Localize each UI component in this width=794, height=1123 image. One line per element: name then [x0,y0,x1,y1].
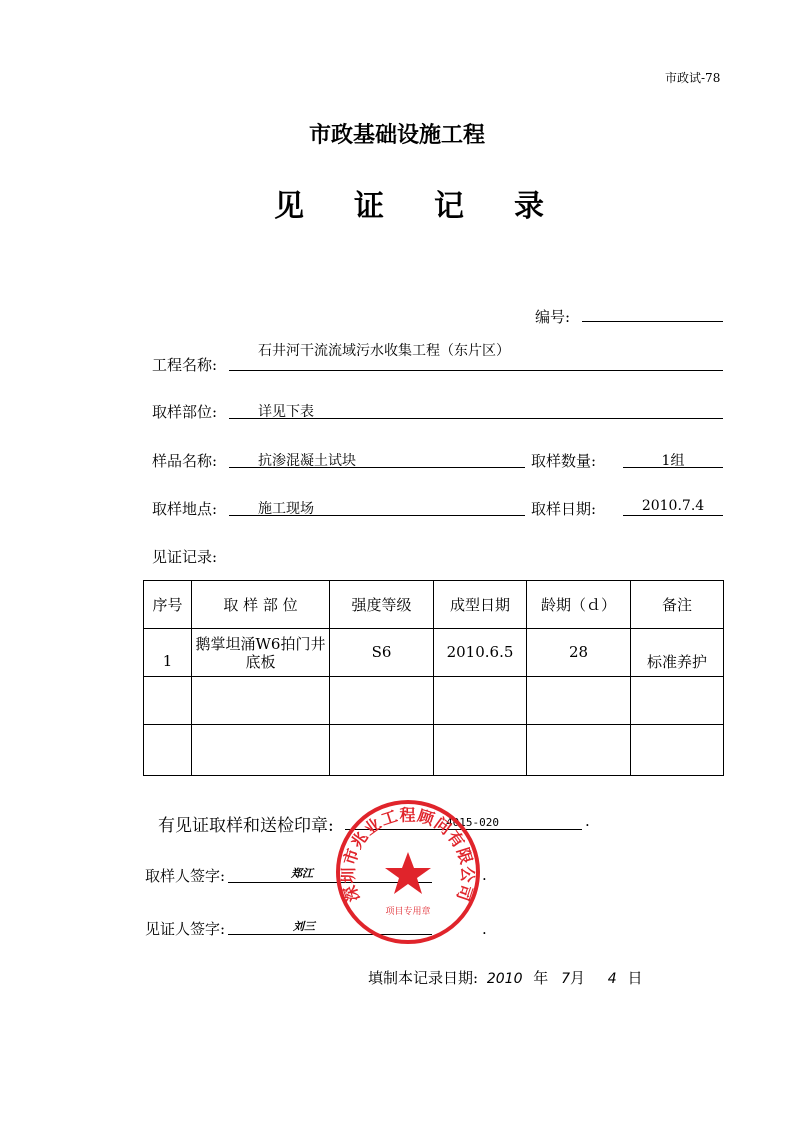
cell-note: 标准养护 [631,629,724,677]
cell-part[interactable] [192,677,330,725]
fill-date-year: 2010 [486,971,523,987]
seal-section-label: 有见证取样和送检印章: [158,816,334,836]
cell-grade: S6 [330,629,434,677]
header-note: 备注 [631,581,724,629]
project-label: 工程名称: [152,356,218,374]
cell-no: 1 [144,629,192,677]
fill-date-day: 4 [607,971,617,987]
company-seal [333,797,483,947]
cell-age: 28 [527,629,631,677]
header-age: 龄期（ｄ） [527,581,631,629]
page-title: 市政基础设施工程 [308,123,485,148]
cell-part: 鹅掌坦涌W6拍门井底板 [192,629,330,677]
fill-date-day-unit: 日 [627,969,643,987]
page-subtitle [274,181,544,225]
sample-date-value: 2010.7.4 [641,498,705,514]
cell-no[interactable] [144,677,192,725]
subtitle-char: 见 [274,189,304,224]
sample-name-field[interactable] [229,467,525,468]
seal-section-end: . [585,812,590,830]
seal-ring-text: 深圳市兆业工程顾问有限公司 [338,805,478,905]
sample-site-field[interactable] [229,515,525,516]
seal-code-value: 4015-020 [446,816,499,829]
fill-date-month: 7 [561,971,570,987]
fill-date [368,967,643,988]
header-no: 序号 [144,581,192,629]
witness-table [143,580,724,776]
witness-end: . [482,920,487,938]
subtitle-char: 记 [434,189,464,224]
header-date: 成型日期 [434,581,527,629]
fill-date-prefix: 填制本记录日期: [368,969,479,987]
sample-name-label: 样品名称: [152,452,218,470]
cell-date[interactable] [434,677,527,725]
header-grade: 强度等级 [330,581,434,629]
cell-date: 2010.6.5 [434,629,527,677]
cell-grade[interactable] [330,725,434,776]
project-value: 石井河干流流域污水收集工程（东片区） [258,343,510,359]
cell-date[interactable] [434,725,527,776]
cell-no[interactable] [144,725,192,776]
sample-date-label: 取样日期: [531,500,597,518]
sampler-signature: 郑江 [291,867,313,880]
cell-grade[interactable] [330,677,434,725]
fill-date-year-unit: 年 [533,969,549,987]
cell-age[interactable] [527,677,631,725]
table-header-row [144,581,724,629]
sample-qty-field[interactable] [623,467,723,468]
fill-date-month-unit: 月 [569,969,585,987]
witness-label: 见证人签字: [145,920,226,938]
header-part: 取 样 部 位 [192,581,330,629]
sample-qty-label: 取样数量: [531,452,597,470]
record-label: 见证记录: [152,548,218,566]
sample-part-value: 详见下表 [258,404,314,420]
sample-part-label: 取样部位: [152,403,218,421]
table-row [144,677,724,725]
cell-part[interactable] [192,725,330,776]
sampler-label: 取样人签字: [145,867,226,885]
sample-date-field[interactable] [623,515,723,516]
subtitle-char: 证 [354,189,384,224]
cell-age[interactable] [527,725,631,776]
witness-signature: 刘三 [293,920,315,933]
subtitle-char: 录 [514,189,544,224]
cell-note[interactable] [631,725,724,776]
number-field[interactable] [582,321,723,322]
table-row [144,629,724,677]
sample-qty-value: 1组 [661,453,685,469]
project-field[interactable] [229,370,723,371]
form-code: 市政试-78 [665,71,721,85]
sample-name-value: 抗渗混凝土试块 [258,453,356,469]
table-row [144,725,724,776]
star-icon [385,852,431,894]
sampler-end: . [482,866,487,884]
sample-part-field[interactable] [229,418,723,419]
seal-bottom-text: 项目专用章 [385,907,431,917]
number-label: 编号: [535,308,571,326]
cell-note[interactable] [631,677,724,725]
sample-site-label: 取样地点: [152,500,218,518]
sample-site-value: 施工现场 [258,501,314,517]
